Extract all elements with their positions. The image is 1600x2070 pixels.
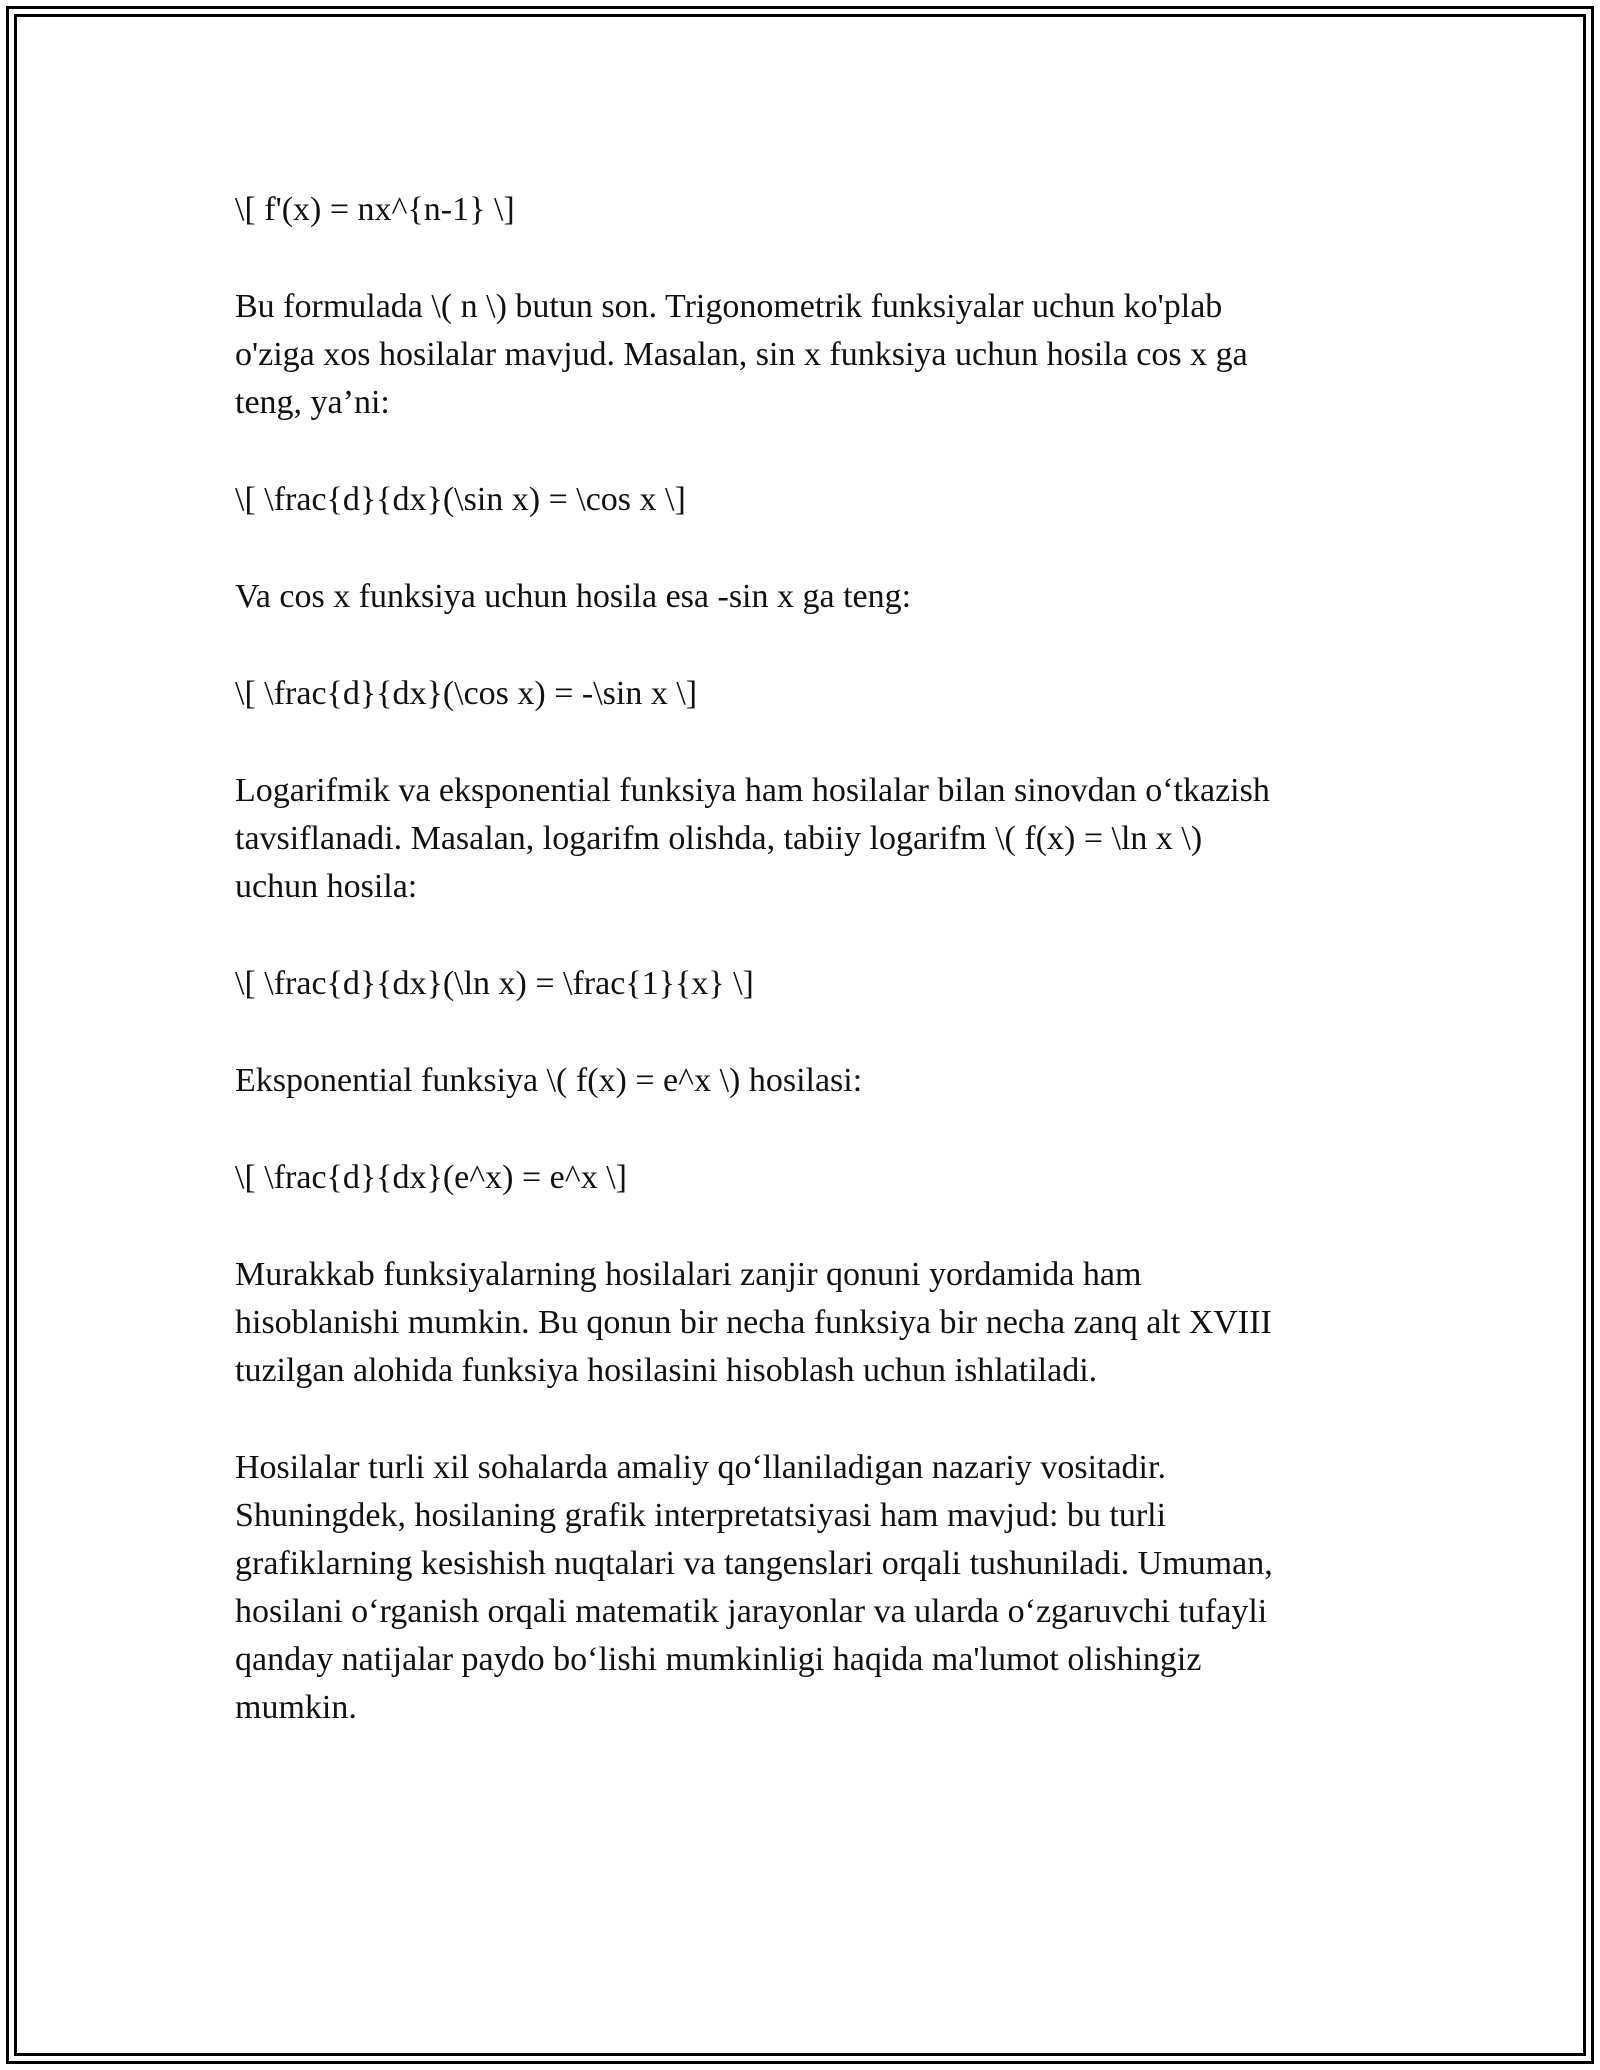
- document-body: [235, 186, 1375, 1781]
- formula-cos-derivative: \[ \frac{d}{dx}(\cos x) = -\sin x \]: [235, 675, 698, 712]
- paragraph-exp-intro: Eksponential funksiya \( f(x) = e^x \) hosilasi:: [235, 1062, 863, 1099]
- paragraph-cos-intro: Va cos x funksiya uchun hosila esa -sin x ga teng:: [235, 578, 912, 615]
- paragraph-trig-intro: Bu formulada \( n \) butun son. Trigonometrik funksiyalar uchun ko'plab o'ziga xos hosilalar mavjud. Masalan, sin x funksiya uchun hosila cos x ga teng, ya’ni:: [235, 288, 1248, 421]
- paragraph-conclusion: Hosilalar turli xil sohalarda amaliy qo‘llaniladigan nazariy vositadir. Shuningdek, hosilaning grafik interpretatsiyasi ham mavjud: bu turli grafiklarning kesishish nuqtalari va tangenslari orqali tushuniladi. Umuman, hosilani o‘rganish orqali matematik jarayonlar va ularda o‘zgaruvchi tufayli qanday natijalar paydo bo‘lishi mumkinligi haqida ma'lumot olishingiz mumkin.: [235, 1449, 1273, 1726]
- formula-exp-derivative: \[ \frac{d}{dx}(e^x) = e^x \]: [235, 1159, 627, 1196]
- paragraph-chain-rule: Murakkab funksiyalarning hosilalari zanjir qonuni yordamida ham hisoblanishi mumkin. Bu qonun bir necha funksiya bir necha zanq alt XVIII tuzilgan alohida funksiya hosilasini hisoblash uchun ishlatiladi.: [235, 1256, 1272, 1389]
- formula-power-rule: \[ f'(x) = nx^{n-1} \]: [235, 191, 515, 228]
- paragraph-log-intro: Logarifmik va eksponential funksiya ham hosilalar bilan sinovdan o‘tkazish tavsiflanadi. Masalan, logarifm olishda, tabiiy logarifm \( f(x) = \ln x \) uchun hosila:: [235, 772, 1270, 905]
- formula-sin-derivative: \[ \frac{d}{dx}(\sin x) = \cos x \]: [235, 481, 686, 518]
- formula-ln-derivative: \[ \frac{d}{dx}(\ln x) = \frac{1}{x} \]: [235, 965, 754, 1002]
